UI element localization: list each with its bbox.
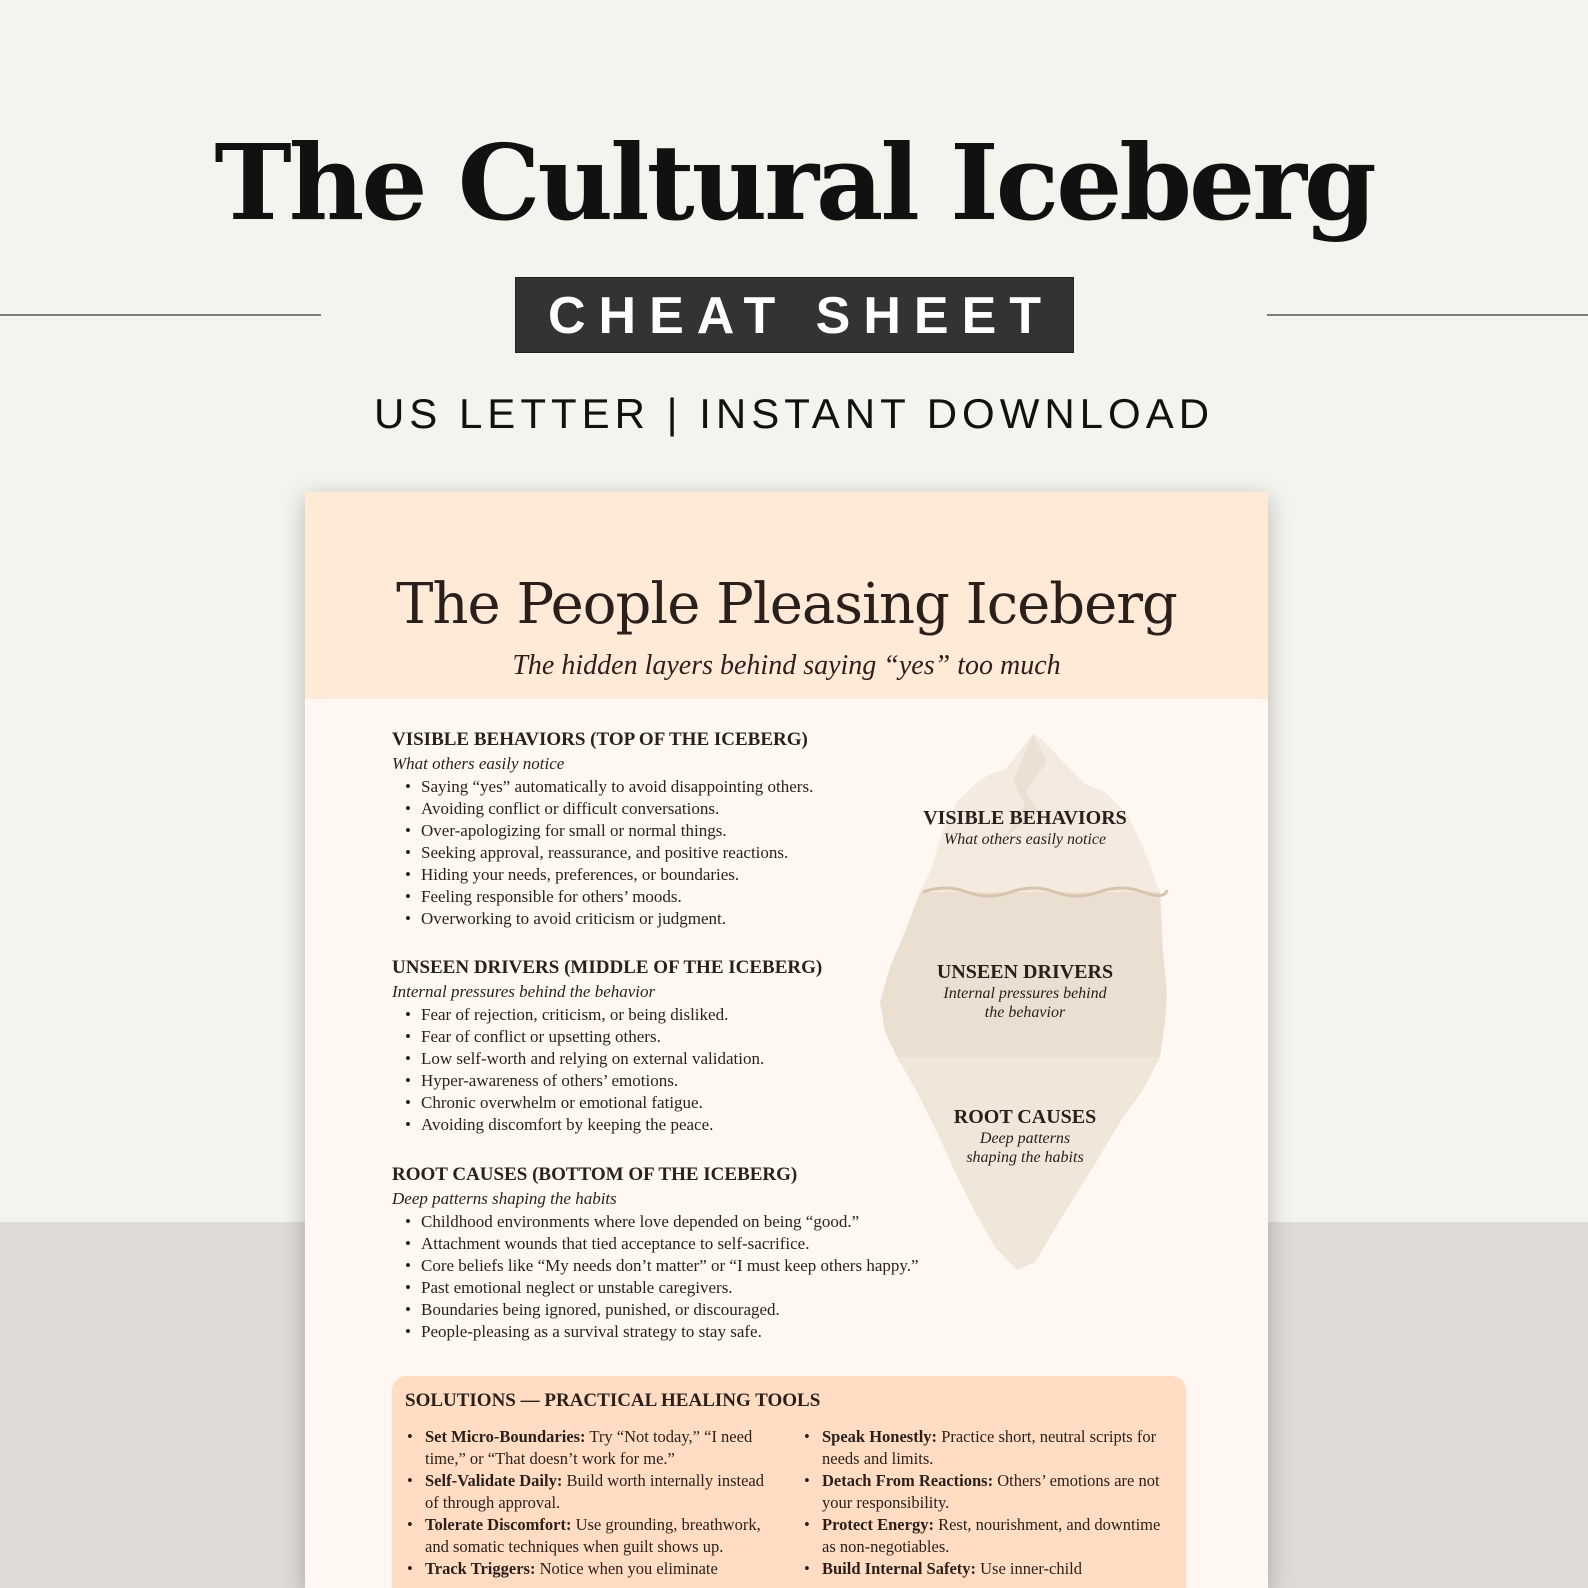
solution-item <box>802 1470 1172 1514</box>
section-unseen-drivers <box>392 956 992 1136</box>
list-item: • Low self-worth and relying on external validation. <box>405 1048 992 1070</box>
list-item: • Fear of rejection, criticism, or being disliked. <box>405 1004 992 1026</box>
document-preview <box>305 492 1268 1588</box>
left-divider-line <box>0 314 321 316</box>
iceberg-bottom-subtext-2: shaping the habits <box>966 1149 1084 1166</box>
solution-text: Rest, nourishment, and downtime as non-negotiables. <box>822 1515 1161 1556</box>
main-title: The Cultural Iceberg <box>214 121 1374 244</box>
solution-text: Try “Not today,” “I need time,” or “That doesn’t work for me.” <box>425 1427 753 1468</box>
solution-item <box>405 1514 775 1558</box>
bullet-list <box>405 1004 992 1136</box>
solution-term: Build Internal Safety: <box>822 1559 977 1578</box>
format-info: US LETTER | INSTANT DOWNLOAD <box>373 390 1215 437</box>
document-title: The People Pleasing Iceberg <box>396 572 1177 637</box>
section-root-causes <box>392 1163 992 1343</box>
iceberg-bottom-heading: ROOT CAUSES <box>953 1106 1097 1128</box>
solution-item <box>802 1426 1172 1470</box>
solutions-left-column <box>405 1426 775 1580</box>
document-subtitle: The hidden layers behind saying “yes” too much <box>512 650 1061 681</box>
list-item: • Fear of conflict or upsetting others. <box>405 1026 992 1048</box>
list-item: • Attachment wounds that tied acceptance to self-sacrifice. <box>405 1233 992 1255</box>
list-item: • Hyper-awareness of others’ emotions. <box>405 1070 992 1092</box>
section-subheading: What others easily notice <box>392 754 565 773</box>
list-item: • Childhood environments where love depended on being “good.” <box>405 1211 992 1233</box>
solution-term: Detach From Reactions: <box>822 1471 994 1490</box>
iceberg-top-subtext: What others easily notice <box>943 831 1107 848</box>
list-item: • Feeling responsible for others’ moods. <box>405 886 992 908</box>
section-subheading: Internal pressures behind the behavior <box>392 982 656 1001</box>
solution-item <box>405 1426 775 1470</box>
solutions-right-column <box>802 1426 1172 1580</box>
list-item: • Avoiding conflict or difficult conversations. <box>405 798 992 820</box>
iceberg-middle-subtext-2: the behavior <box>984 1004 1066 1021</box>
list-item: • Past emotional neglect or unstable caregivers. <box>405 1277 992 1299</box>
iceberg-middle-subtext-1: Internal pressures behind <box>943 985 1107 1002</box>
solution-term: Tolerate Discomfort: <box>425 1515 572 1534</box>
list-item: • Seeking approval, reassurance, and positive reactions. <box>405 842 992 864</box>
section-subheading: Deep patterns shaping the habits <box>392 1189 617 1208</box>
iceberg-bottom-subtext-1: Deep patterns <box>979 1130 1071 1147</box>
solution-text: Practice short, neutral scripts for needs and limits. <box>822 1427 1157 1468</box>
solution-term: Set Micro-Boundaries: <box>425 1427 586 1446</box>
section-heading: VISIBLE BEHAVIORS (TOP OF THE ICEBERG) <box>392 729 808 750</box>
solution-term: Self-Validate Daily: <box>425 1471 563 1490</box>
list-item: • Core beliefs like “My needs don’t matter” or “I must keep others happy.” <box>405 1255 992 1277</box>
section-heading: UNSEEN DRIVERS (MIDDLE OF THE ICEBERG) <box>392 957 823 978</box>
list-item: • Boundaries being ignored, punished, or discouraged. <box>405 1299 992 1321</box>
cheat-sheet-badge: CHEAT SHEET <box>515 277 1074 353</box>
list-item: • Over-apologizing for small or normal things. <box>405 820 992 842</box>
solution-item <box>405 1558 775 1580</box>
solution-text: Notice when you eliminate <box>535 1559 718 1578</box>
solution-term: Protect Energy: <box>822 1515 934 1534</box>
right-divider-line <box>1267 314 1588 316</box>
list-item: • Avoiding discomfort by keeping the peace. <box>405 1114 992 1136</box>
solutions-title: SOLUTIONS — PRACTICAL HEALING TOOLS <box>405 1390 821 1411</box>
bullet-list <box>405 1211 992 1343</box>
iceberg-top-heading: VISIBLE BEHAVIORS <box>923 807 1127 829</box>
section-heading: ROOT CAUSES (BOTTOM OF THE ICEBERG) <box>392 1164 798 1185</box>
solution-item <box>405 1470 775 1514</box>
list-item: • Overworking to avoid criticism or judgment. <box>405 908 992 930</box>
list-item: • Hiding your needs, preferences, or boundaries. <box>405 864 992 886</box>
solution-term: Speak Honestly: <box>822 1427 938 1446</box>
solution-item <box>802 1558 1172 1580</box>
list-item: • Saying “yes” automatically to avoid disappointing others. <box>405 776 992 798</box>
solution-text: Use inner-child <box>976 1559 1082 1578</box>
solution-term: Track Triggers: <box>425 1559 536 1578</box>
bullet-list <box>405 776 992 930</box>
solution-text: Build worth internally instead of through approval. <box>425 1471 764 1512</box>
list-item: • People-pleasing as a survival strategy to stay safe. <box>405 1321 992 1343</box>
solution-item <box>802 1514 1172 1558</box>
solutions-box <box>392 1376 1186 1588</box>
iceberg-middle-heading: UNSEEN DRIVERS <box>936 961 1114 983</box>
solution-text: Use grounding, breathwork, and somatic techniques when guilt shows up. <box>425 1515 761 1556</box>
section-visible-behaviors <box>392 728 992 930</box>
solution-text: Others’ emotions are not your responsibility. <box>822 1471 1160 1512</box>
list-item: • Chronic overwhelm or emotional fatigue. <box>405 1092 992 1114</box>
